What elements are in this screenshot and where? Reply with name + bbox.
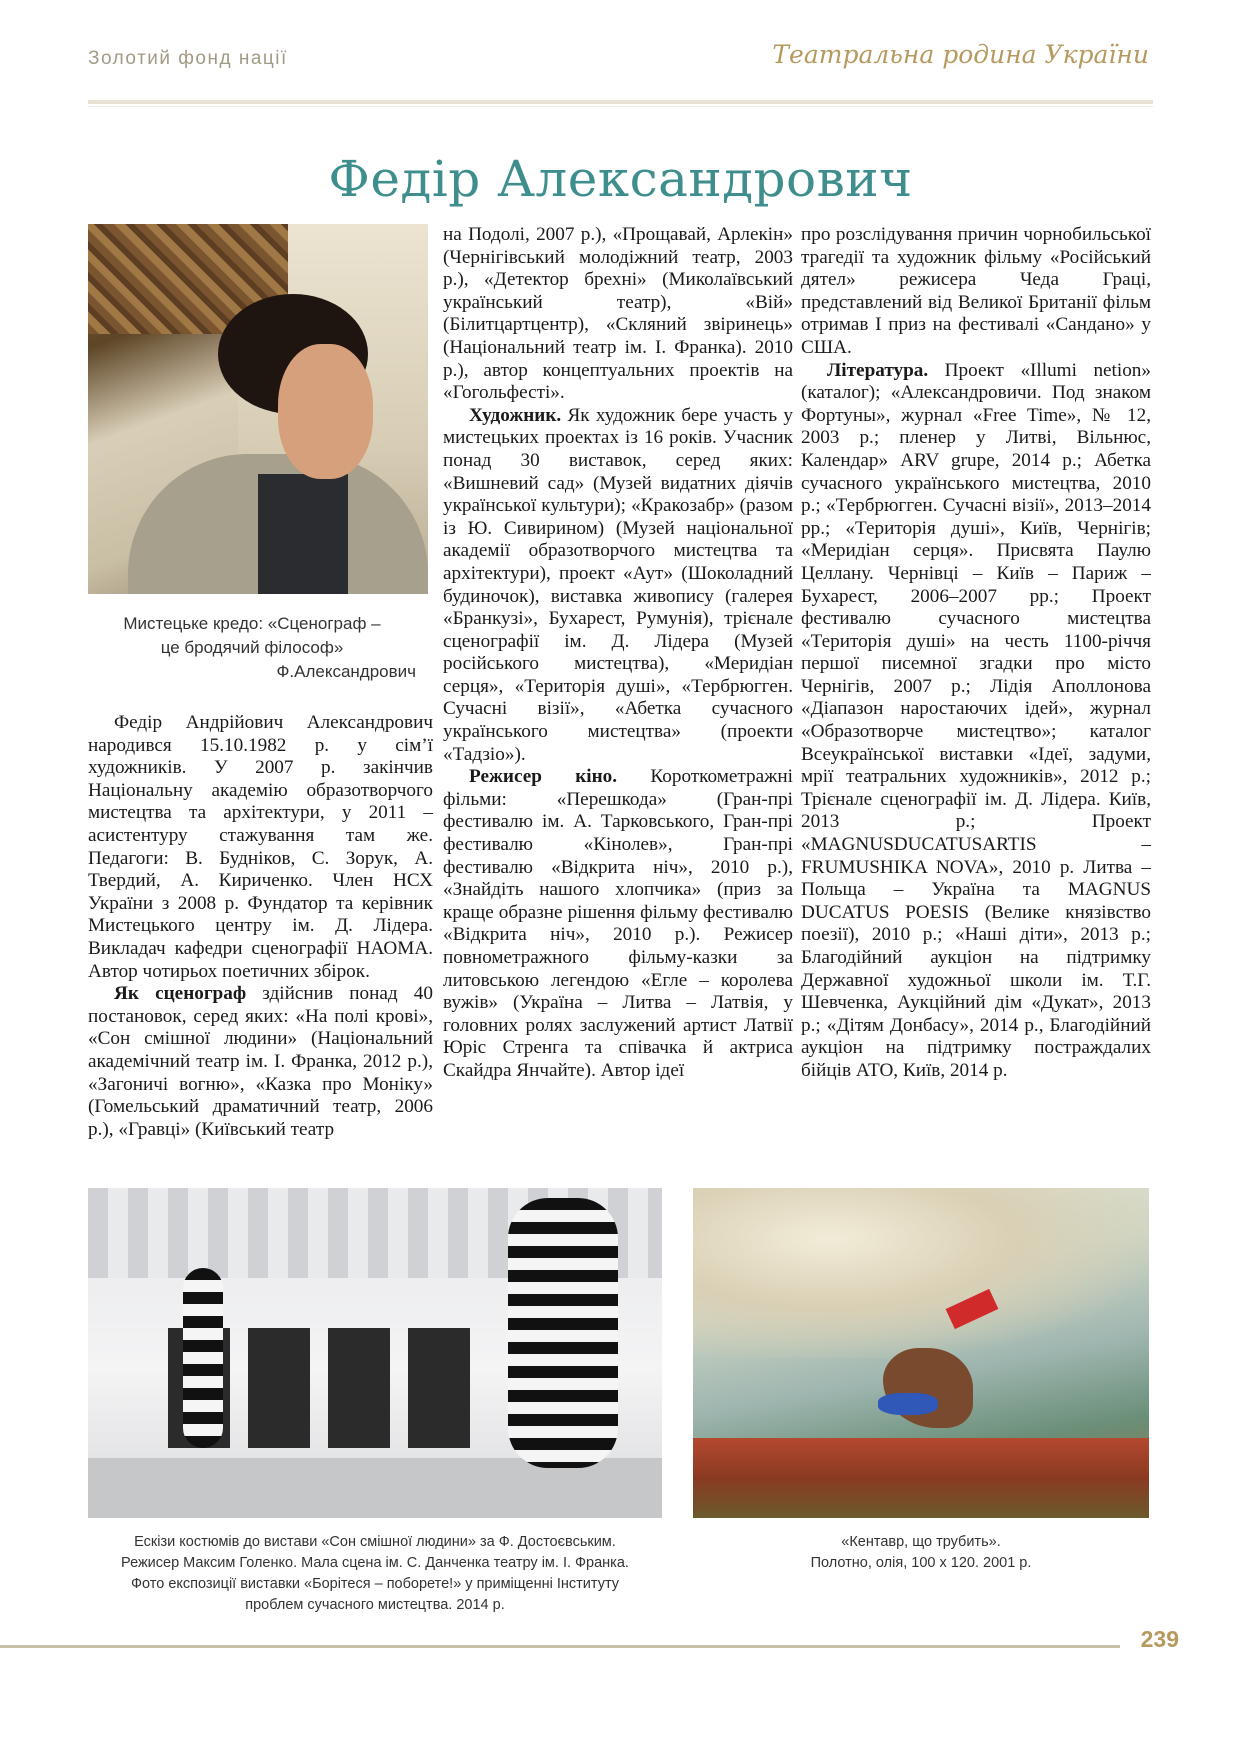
painting-photo-caption [693,1532,1149,1574]
artist-paragraph [443,405,793,767]
portrait-caption-author: Ф.Александрович [276,662,416,681]
header-divider-thin [88,106,1153,107]
literature-paragraph [801,360,1151,1083]
exhibition-caption-line1: Ескізи костюмів до вистави «Сон смішної людини» за Ф. Достоєвським. [134,1534,616,1550]
film-paragraph [443,766,793,1082]
running-header-section: Золотий фонд нації [88,48,288,69]
exhibition-caption-line4: проблем сучасного мистецтва. 2014 р. [245,1597,505,1613]
exhibition-caption-line2: Режисер Максим Голенко. Мала сцена ім. С. Данченка театру ім. І. Франка. [121,1555,629,1571]
page-number: 239 [1140,1626,1179,1652]
header-divider [88,100,1153,104]
painting-caption-line2: Полотно, олія, 100 х 120. 2001 р. [810,1555,1032,1571]
film-lead: Режисер кіно. [469,766,618,788]
article-title: Федір Александрович [328,150,913,208]
scenographer-paragraph [88,983,433,1141]
portrait-caption-line2: це бродячий філософ» [160,638,344,657]
text-column-2 [443,224,793,1083]
portrait-photo [88,224,428,594]
artist-lead: Художник. [469,404,562,426]
continued-paragraph: на Подолі, 2007 р.), «Прощавай, Арлекін» (Чернігівський молодіжний театр, 2003 р.), «Детектор брехні» (Миколаївський український театр), «Вій» (Білитцартцентр), «Скляний звіринець» (Національний театр ім. І. Франка). 2010 р.), автор концептуальних проектів на «Гогольфесті». [443,224,793,404]
artist-text: Як художник бере участь у мистецьких проектах із 16 років. Учасник понад 30 виставок, серед яких: «Вишневий сад» (Музей видатних діячів української культури); «Кракозабр» (разом із Ю. Сивирином) (Музей національної академії образотворчого мистецтва та архітектури), проект «Аут» (Шоколадний будиночок), виставка живопису (галерея «Бранкузі», Бухарест, Румунія), трієнале сценографії ім. Д. Лідера (Музей російського мистецтва), «Меридіан серця», «Територія душі», «Тербрюгген. Сучасні візії», «Абетка сучасного українського мистецтва» (проекти «Тадзіо»). [443,404,793,765]
scenographer-lead: Як сценограф [114,983,247,1005]
portrait-caption [88,612,416,684]
painting-photo [693,1188,1149,1518]
exhibition-photo [88,1188,662,1518]
exhibition-caption-line3: Фото експозиції виставки «Борітеся – поборете!» у приміщенні Інституту [130,1576,620,1592]
running-header-title: Театральна родина України [772,40,1149,69]
exhibition-photo-caption [88,1532,662,1616]
footer-divider [0,1645,1120,1648]
text-column-3 [801,224,1151,1083]
literature-text: Проект «Illumi netion» (каталог); «Александровичи. Под знаком Фортуны», журнал «Free Time», № 12, 2003 р.; пленер у Литві, Вільнюс, Календар» ARV grupe, 2014 р.; Абетка сучасного українського мистецтва, 2010 р.; «Тербрюгген. Сучасні візії», 2013–2014 рр.; «Територія душі», Київ, Чернігів; «Меридіан серця». Присвята Паулю Целлану. Чернівці – Київ – Париж – Бухарест, 2006–2007 рр.; Проект фестивалю сучасного мистецтва «Територія душі» на честь 1100-річчя першої писемної згадки про місто Чернігів, 2007 р.; Лідія Аполлонова «Діапазон наростаючих ідей», журнал «Образотворче мистецтво»; каталог Всеукраїнської виставки «Ідеї, задуми, мрії театральних художників», 2012 р.; Трієнале сценографії ім. Д. Лідера. Київ, 2013 р.; Проект «MAGNUSDUCATUSARTIS – FRUMUSHIKA NOVA», 2010 р. Литва – Польща – Україна та MAGNUS DUCATUS POESIS (Велике князівство поезії), 2010 р.; «Наші діти», 2013 р.; Благодійний аукціон на підтримку Державної художньої школи ім. Т.Г. Шевченка, Аукційний дім «Дукат», 2013 р.; «Дітям Донбасу», 2014 р., Благодійний аукціон на підтримку постраждалих бійців АТО, Київ, 2014 р. [801,359,1151,1081]
scenographer-text: здійснив понад 40 постановок, серед яких: «На полі крові», «Сон смішної людини» (Національний академічний театр ім. І. Франка, 2012 р.), «Загоничі вогню», «Казка про Моніку» (Гомельський драматичний театр, 2006 р.), «Гравці» (Київський театр [88,983,433,1140]
bio-paragraph: Федір Андрійович Александрович народився 15.10.1982 р. у сім’ї художників. У 2007 р. закінчив Національну академію образотворчого мистецтва та архітектури, у 2011 – асистентуру стажування там же. Педагоги: В. Будніков, С. Зорук, А. Твердий, А. Кириченко. Член НСХ України з 2008 р. Фундатор та керівник Мистецького центру ім. Д. Лідера. Викладач кафедри сценографії НАОМА. Автор чотирьох поетичних збірок. [88,712,433,982]
portrait-caption-line1: Мистецьке кредо: «Сценограф – [123,614,381,633]
literature-lead: Література. [827,359,929,381]
painting-caption-line1: «Кентавр, що трубить». [841,1534,1001,1550]
continued-paragraph-3: про розслідування причин чорнобильської трагедії та художник фільму «Російський дятел» режисера Чеда Граці, представлений від Великої Британії фільм отримав І приз на фестивалі «Сандано» у США. [801,224,1151,358]
text-column-1 [88,712,433,1141]
film-text: Короткометражні фільми: «Перешкода» (Гран-прі фестивалю ім. А. Тарковського, Гран-прі фестивалю «Кінолев», Гран-прі фестивалю «Відкрита ніч», 2010 р.), «Знайдіть нашого хлопчика» (приз за краще образне рішення фільму фестивалю «Відкрита ніч», 2010 р.). Режисер повнометражного фільму-казки за литовською легендою «Егле – королева вужів» (Україна – Литва – Латвія, у головних ролях заслужений артист Латвії Юріс Стренга та співачка й актриса Скайдра Янчайте). Автор ідеї [443,766,793,1081]
